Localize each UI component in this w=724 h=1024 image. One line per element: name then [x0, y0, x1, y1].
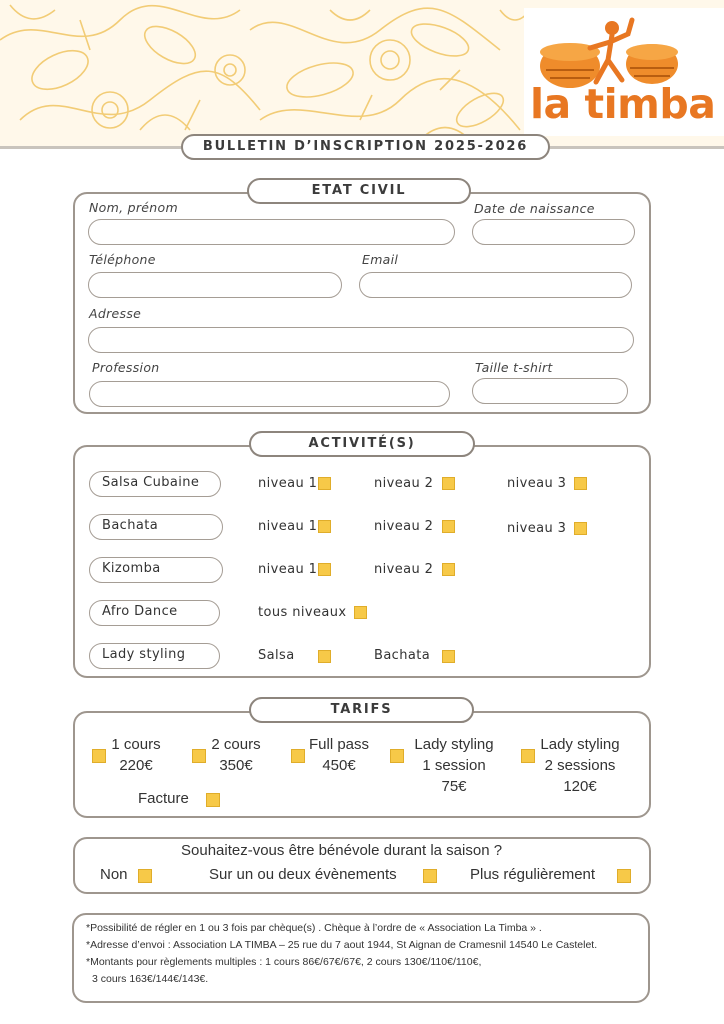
- etat-civil-title: ETAT CIVIL: [247, 178, 471, 204]
- kizomba-niveau-2-checkbox[interactable]: [442, 563, 455, 576]
- tarif-1-cours-price: 220€: [119, 757, 153, 774]
- tarif-2-cours-label: 2 cours: [211, 736, 261, 753]
- tarif-1-cours-label: 1 cours: [111, 736, 161, 753]
- taille-label: Taille t-shirt: [475, 360, 553, 375]
- naissance-field[interactable]: [472, 219, 635, 245]
- bachata-niveau-3-label: niveau 3: [507, 521, 567, 536]
- tarif-2-cours: [205, 734, 267, 776]
- kizomba-niveau-2-label: niveau 2: [374, 562, 434, 577]
- salsa-niveau-3-checkbox[interactable]: [574, 477, 587, 490]
- note-montants-suite: 3 cours 163€/144€/143€.: [92, 973, 209, 985]
- kizomba-niveau-1-label: niveau 1: [258, 562, 318, 577]
- salsa-niveau-2-label: niveau 2: [374, 476, 434, 491]
- email-label: Email: [362, 252, 399, 267]
- lady-salsa-label: Salsa: [258, 648, 295, 663]
- activity-bachata: Bachata: [89, 514, 223, 540]
- tarif-1-cours-checkbox[interactable]: [92, 749, 106, 763]
- facture-checkbox[interactable]: [206, 793, 220, 807]
- naissance-label: Date de naissance: [474, 201, 595, 216]
- bachata-niveau-1-label: niveau 1: [258, 519, 318, 534]
- logo-text: la timba: [530, 80, 716, 128]
- nom-label: Nom, prénom: [89, 200, 178, 215]
- note-montants: *Montants pour règlements multiples : 1 cours 86€/67€/67€, 2 cours 130€/110€/110€,: [86, 956, 482, 968]
- bachata-niveau-2-label: niveau 2: [374, 519, 434, 534]
- profession-field[interactable]: [89, 381, 450, 407]
- afro-tous-niveaux-checkbox[interactable]: [354, 606, 367, 619]
- la-timba-logo: [524, 8, 724, 136]
- benevole-non-label: Non: [100, 866, 128, 883]
- adresse-field[interactable]: [88, 327, 634, 353]
- bachata-niveau-1-checkbox[interactable]: [318, 520, 331, 533]
- salsa-niveau-2-checkbox[interactable]: [442, 477, 455, 490]
- lady-bachata-checkbox[interactable]: [442, 650, 455, 663]
- tarif-lady-2-price: 120€: [563, 778, 597, 795]
- activity-kizomba: Kizomba: [89, 557, 223, 583]
- activity-afro-dance: Afro Dance: [89, 600, 220, 626]
- afro-tous-niveaux-label: tous niveaux: [258, 605, 347, 620]
- benevole-question: Souhaitez-vous être bénévole durant la saison ?: [181, 842, 503, 859]
- benevole-regulierement-checkbox[interactable]: [617, 869, 631, 883]
- tarif-full-pass-label: Full pass: [308, 736, 370, 753]
- tarif-lady-2-sessions-text: 2 sessions: [544, 757, 616, 774]
- salsa-niveau-1-label: niveau 1: [258, 476, 318, 491]
- taille-field[interactable]: [472, 378, 628, 404]
- tarif-2-cours-checkbox[interactable]: [192, 749, 206, 763]
- tarif-lady-1-label: Lady styling: [414, 736, 494, 753]
- salsa-niveau-3-label: niveau 3: [507, 476, 567, 491]
- tarif-full-pass-checkbox[interactable]: [291, 749, 305, 763]
- tarif-lady-1-session: [406, 734, 502, 797]
- kizomba-niveau-1-checkbox[interactable]: [318, 563, 331, 576]
- email-field[interactable]: [359, 272, 632, 298]
- note-adresse: *Adresse d’envoi : Association LA TIMBA – 25 rue du 7 aout 1944, St Aignan de Cramesnil 14540 Le Castelet.: [86, 939, 598, 951]
- tarifs-title: TARIFS: [249, 697, 474, 723]
- tarif-1-cours: [106, 734, 166, 776]
- tarif-full-pass-price: 450€: [322, 757, 356, 774]
- lady-bachata-label: Bachata: [374, 648, 431, 663]
- form-title: BULLETIN D’INSCRIPTION 2025-2026: [181, 134, 550, 160]
- note-paiement: *Possibilité de régler en 1 ou 3 fois par chèque(s) . Chèque à l’ordre de « Association La Timba » .: [86, 922, 542, 934]
- tarif-lady-1-price: 75€: [441, 778, 467, 795]
- benevole-evenements-checkbox[interactable]: [423, 869, 437, 883]
- tarif-2-cours-price: 350€: [219, 757, 253, 774]
- bachata-niveau-2-checkbox[interactable]: [442, 520, 455, 533]
- adresse-label: Adresse: [89, 306, 142, 321]
- activity-salsa-cubaine: Salsa Cubaine: [89, 471, 221, 497]
- profession-label: Profession: [92, 360, 160, 375]
- nom-field[interactable]: [88, 219, 455, 245]
- benevole-regulierement-label: Plus régulièrement: [470, 866, 596, 883]
- lady-salsa-checkbox[interactable]: [318, 650, 331, 663]
- tarif-lady-1-session-text: 1 session: [422, 757, 486, 774]
- activity-lady-styling: Lady styling: [89, 643, 220, 669]
- salsa-niveau-1-checkbox[interactable]: [318, 477, 331, 490]
- benevole-non-checkbox[interactable]: [138, 869, 152, 883]
- telephone-field[interactable]: [88, 272, 342, 298]
- bachata-niveau-3-checkbox[interactable]: [574, 522, 587, 535]
- telephone-label: Téléphone: [89, 252, 156, 267]
- tarif-lady-2-sessions: [532, 734, 628, 797]
- tarif-lady-2-label: Lady styling: [540, 736, 620, 753]
- tarif-full-pass: [305, 734, 373, 776]
- activites-title: ACTIVITÉ(S): [249, 431, 475, 457]
- tarif-lady-1-session-checkbox[interactable]: [390, 749, 404, 763]
- facture-label: Facture: [138, 790, 189, 807]
- benevole-evenements-label: Sur un ou deux évènements: [209, 866, 397, 883]
- notes-text: [86, 920, 642, 988]
